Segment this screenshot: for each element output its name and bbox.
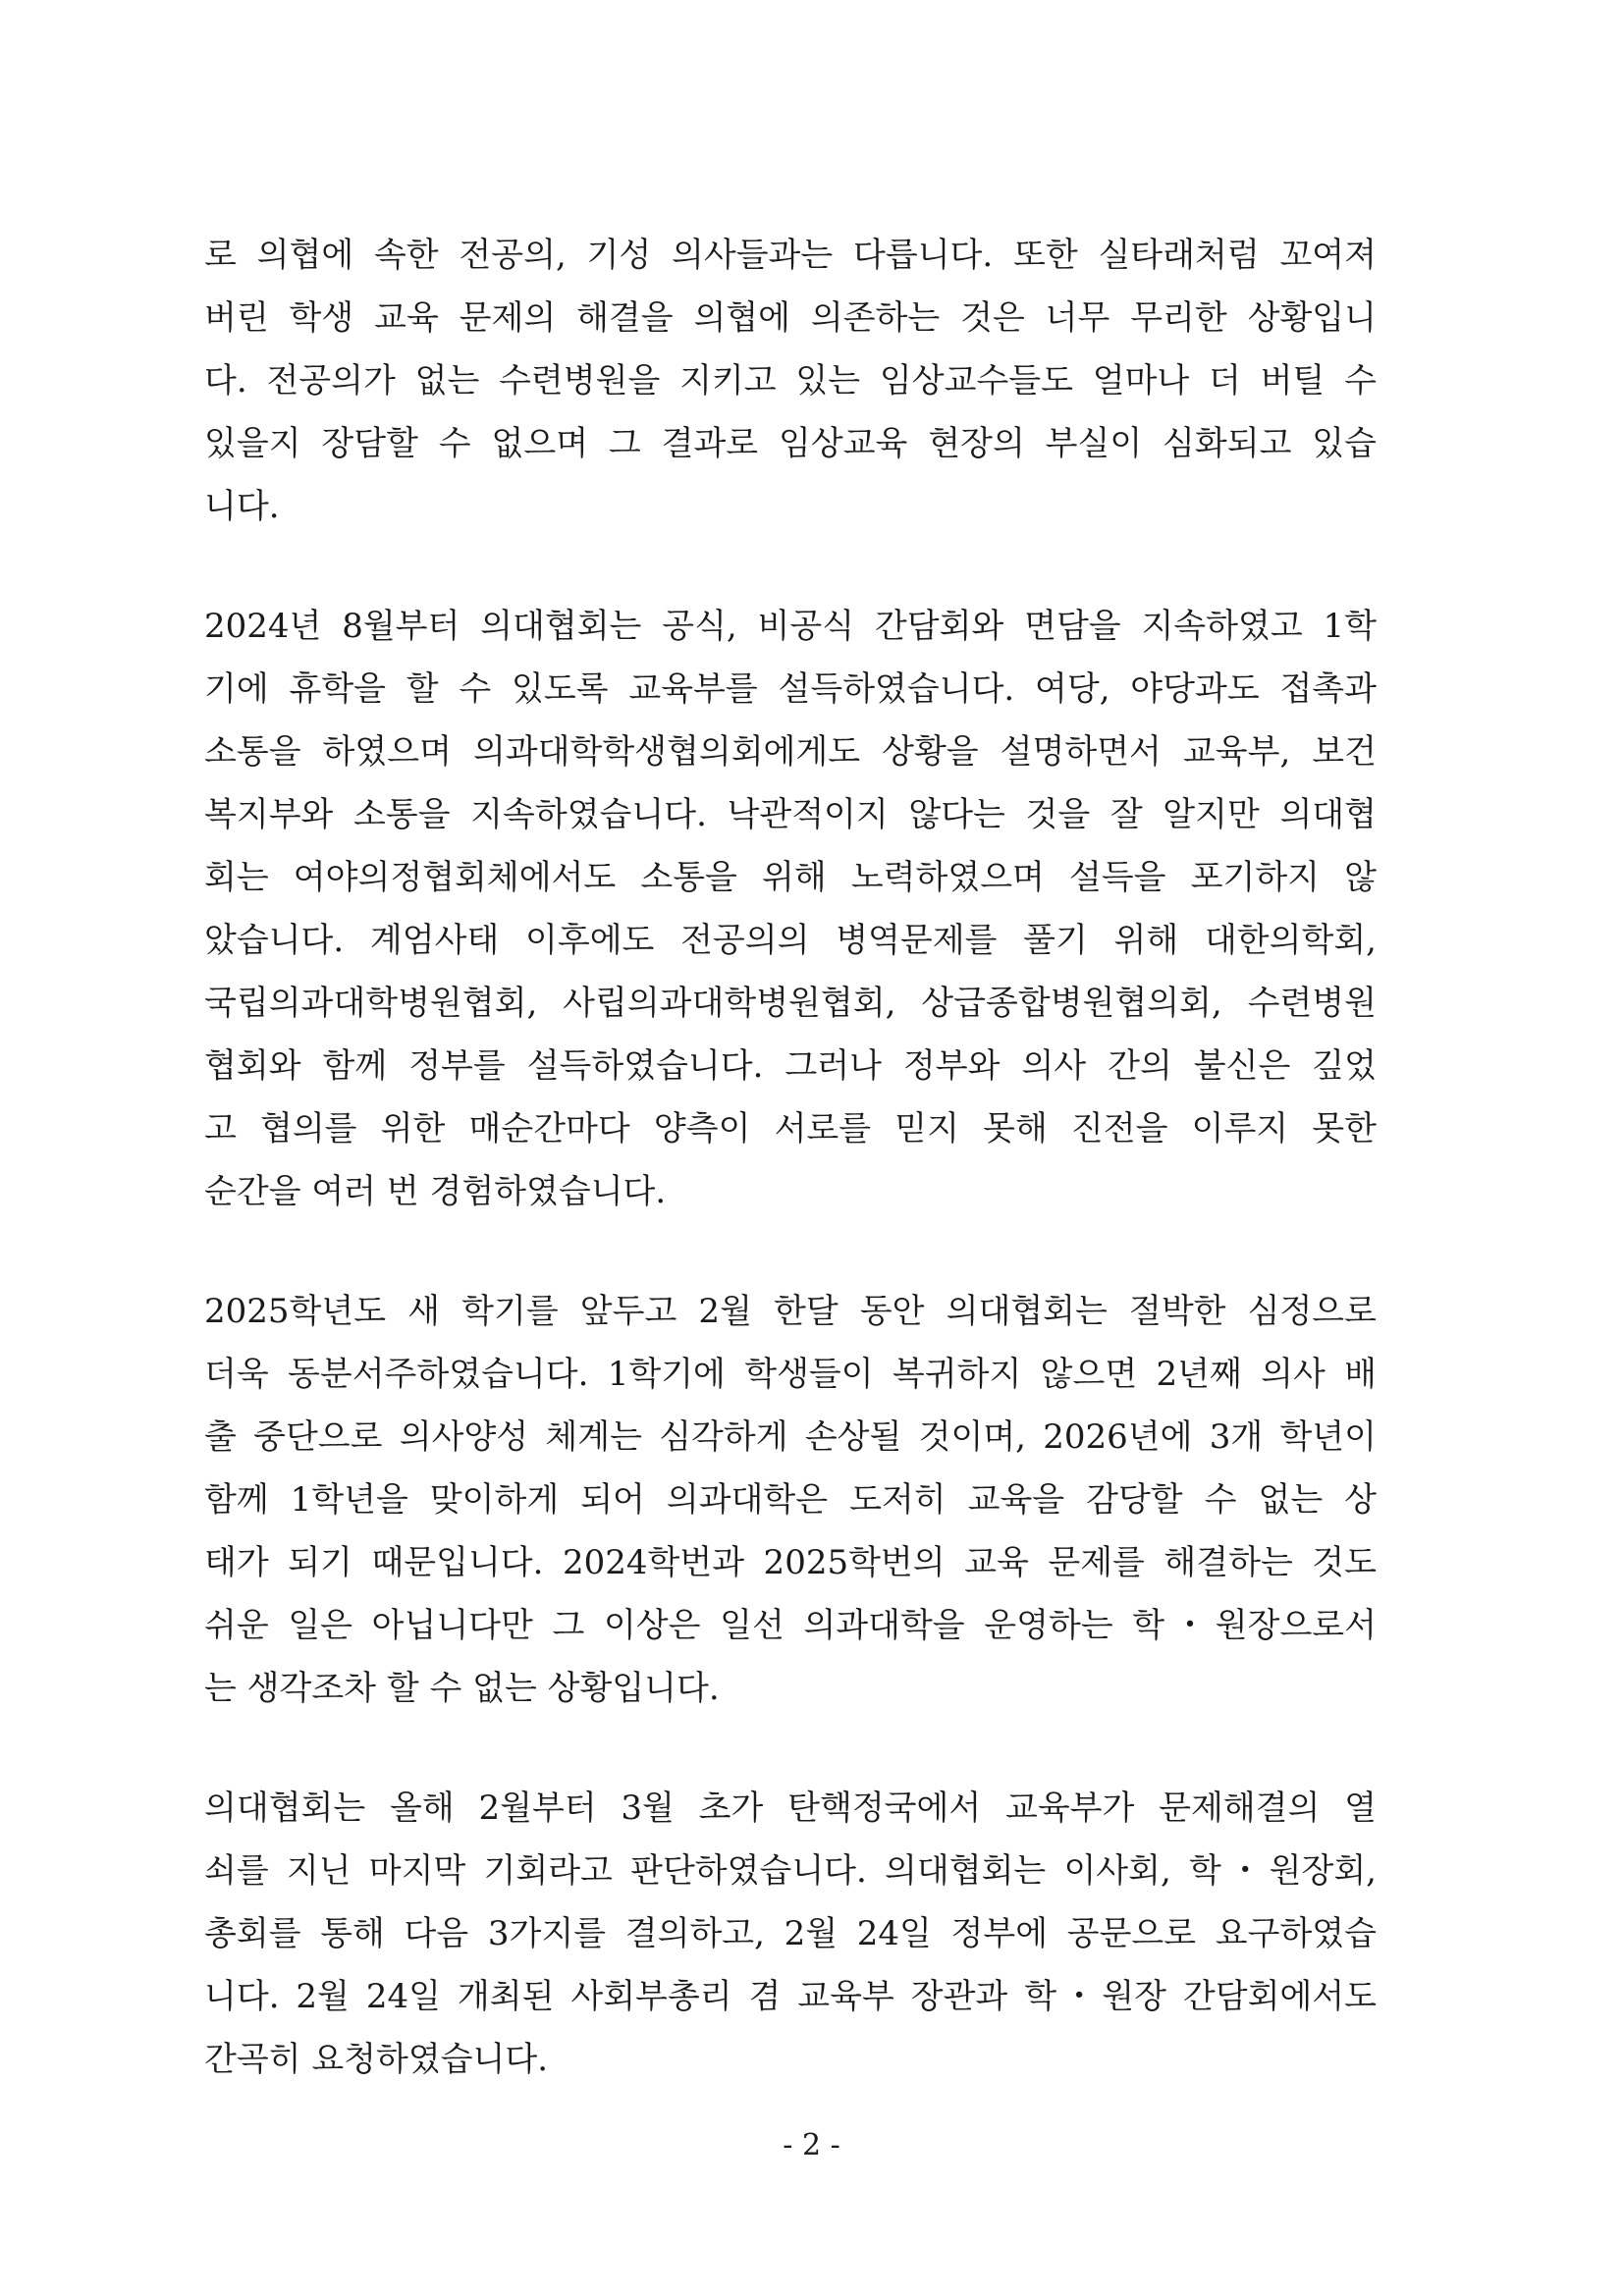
text-line: 쉬운 일은 아닙니다만 그 이상은 일선 의과대학을 운영하는 학・원장으로서 — [204, 1606, 1377, 1645]
text-line: 총회를 통해 다음 3가지를 결의하고, 2월 24일 정부에 공문으로 요구하였습 — [204, 1914, 1377, 1953]
text-line: 는 생각조차 할 수 없는 상황입니다. — [204, 1669, 720, 1708]
text-line: 기에 휴학을 할 수 있도록 교육부를 설득하였습니다. 여당, 야당과도 접촉과 — [204, 669, 1377, 709]
text-line: 함께 1학년을 맞이하게 되어 의과대학은 도저히 교육을 감당할 수 없는 상 — [204, 1480, 1377, 1520]
text-line: 2025학년도 새 학기를 앞두고 2월 한달 동안 의대협회는 절박한 심정으로 — [204, 1292, 1377, 1331]
text-line: 의대협회는 올해 2월부터 3월 초가 탄핵정국에서 교육부가 문제해결의 열 — [204, 1789, 1377, 1828]
text-line: 았습니다. 계엄사태 이후에도 전공의의 병역문제를 풀기 위해 대한의학회, — [204, 921, 1377, 960]
paragraph-2 — [204, 595, 1377, 1223]
paragraph-4 — [204, 1777, 1377, 2091]
text-line: 있을지 장담할 수 없으며 그 결과로 임상교육 현장의 부실이 심화되고 있습 — [204, 424, 1377, 463]
text-line: 쇠를 지닌 마지막 기회라고 판단하였습니다. 의대협회는 이사회, 학・원장회, — [204, 1851, 1377, 1891]
text-line: 로 의협에 속한 전공의, 기성 의사들과는 다릅니다. 또한 실타래처럼 꼬여져 — [204, 236, 1377, 275]
text-line: 협회와 함께 정부를 설득하였습니다. 그러나 정부와 의사 간의 불신은 깊었 — [204, 1046, 1377, 1086]
text-line: 태가 되기 때문입니다. 2024학번과 2025학번의 교육 문제를 해결하는 것도 — [204, 1543, 1377, 1582]
paragraph-1 — [204, 224, 1377, 538]
text-line: 국립의과대학병원협회, 사립의과대학병원협회, 상급종합병원협의회, 수련병원 — [204, 984, 1377, 1023]
text-line: 니다. — [204, 487, 280, 526]
text-line: 출 중단으로 의사양성 체계는 심각하게 손상될 것이며, 2026년에 3개 학년이 — [204, 1417, 1377, 1457]
text-line: 니다. 2월 24일 개최된 사회부총리 겸 교육부 장관과 학・원장 간담회에서도 — [204, 1977, 1377, 2016]
text-line: 복지부와 소통을 지속하였습니다. 낙관적이지 않다는 것을 잘 알지만 의대협 — [204, 795, 1377, 834]
text-line: 회는 여야의정협회체에서도 소통을 위해 노력하였으며 설득을 포기하지 않 — [204, 858, 1377, 897]
text-line: 소통을 하였으며 의과대학학생협의회에게도 상황을 설명하면서 교육부, 보건 — [204, 732, 1377, 772]
paragraph-3 — [204, 1280, 1377, 1720]
text-line: 고 협의를 위한 매순간마다 양측이 서로를 믿지 못해 진전을 이루지 못한 — [204, 1109, 1377, 1148]
text-line: 버린 학생 교육 문제의 해결을 의협에 의존하는 것은 너무 무리한 상황입니 — [204, 298, 1377, 338]
body-text — [204, 224, 1377, 2148]
page-number: - 2 - — [783, 2128, 840, 2163]
text-line: 2024년 8월부터 의대협회는 공식, 비공식 간담회와 면담을 지속하였고 1학 — [204, 607, 1377, 646]
text-line: 순간을 여러 번 경험하였습니다. — [204, 1172, 667, 1211]
text-line: 다. 전공의가 없는 수련병원을 지키고 있는 임상교수들도 얼마나 더 버틸 수 — [204, 361, 1377, 400]
text-line: 더욱 동분서주하였습니다. 1학기에 학생들이 복귀하지 않으면 2년째 의사 배 — [204, 1355, 1377, 1394]
text-line: 간곡히 요청하였습니다. — [204, 2040, 549, 2079]
